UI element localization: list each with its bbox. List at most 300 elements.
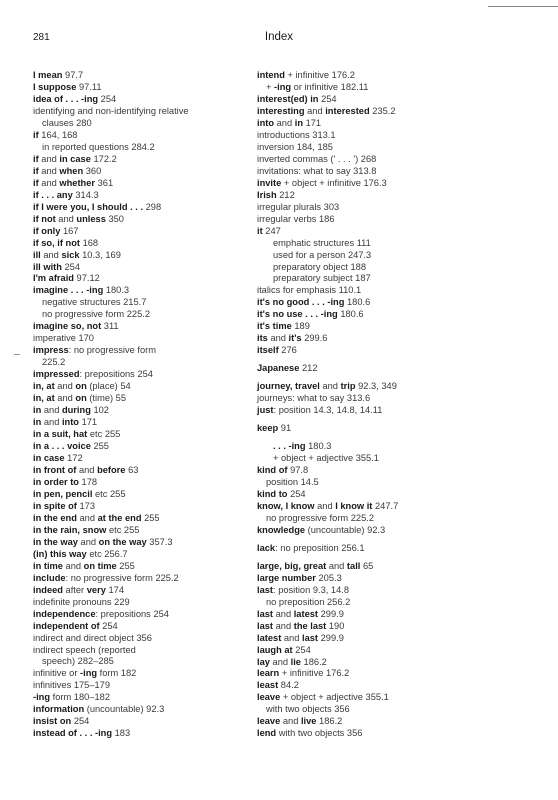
index-text: 189 <box>291 321 310 332</box>
index-term: large, big, great <box>257 560 327 571</box>
index-term: I'm afraid <box>33 273 74 284</box>
index-entry <box>257 357 555 381</box>
index-text: : no preposition 256.1 <box>275 542 365 553</box>
index-entry <box>257 106 555 118</box>
index-entry <box>33 621 253 633</box>
index-text: : no progressive form 225.2 <box>65 572 179 583</box>
index-entry <box>257 190 555 202</box>
index-text: and <box>280 716 301 727</box>
index-text: negative structures 215.7 <box>42 297 147 308</box>
index-text: and <box>62 560 84 571</box>
index-text: 10.3, 169 <box>79 249 121 260</box>
index-term: if I were you, I should . . . <box>33 201 144 212</box>
index-term: knowledge <box>257 524 306 535</box>
index-text: 299.6 <box>301 333 328 344</box>
index-term: before <box>97 464 126 475</box>
index-entry <box>257 501 555 513</box>
index-text: 186.2 <box>300 656 327 667</box>
index-text: form 182 <box>97 668 137 679</box>
index-term: include <box>33 572 66 583</box>
index-text: and <box>269 656 291 667</box>
index-text: + object + adjective 355.1 <box>273 453 379 464</box>
index-entry <box>257 405 555 417</box>
index-entry <box>33 417 253 429</box>
index-term: I suppose <box>33 81 77 92</box>
index-text: : position 14.3, 14.8, 14.11 <box>273 405 383 416</box>
index-term: information <box>33 704 85 715</box>
index-text: 205.3 <box>315 572 342 583</box>
index-text: emphatic structures 111 <box>273 237 371 248</box>
index-entry <box>33 525 253 537</box>
index-term: in case <box>59 153 91 164</box>
index-text: clauses 280 <box>42 117 92 128</box>
index-text: 174 <box>105 584 124 595</box>
index-text: used for a person 247.3 <box>273 249 372 260</box>
index-entry <box>257 573 555 585</box>
index-term: live <box>300 716 317 727</box>
index-entry <box>257 393 555 405</box>
index-text: no preposition 256.2 <box>266 596 351 607</box>
index-term: in, at <box>33 393 55 404</box>
index-entry <box>257 657 555 669</box>
index-term: lend <box>257 728 277 739</box>
index-term: last <box>301 632 319 643</box>
index-term: in, at <box>33 381 55 392</box>
index-entry <box>33 202 253 214</box>
index-text: 299.9 <box>318 608 344 619</box>
index-entry <box>33 668 253 680</box>
index-subentry <box>257 453 555 465</box>
index-text: 360 <box>83 165 102 176</box>
index-text: 180.6 <box>344 297 371 308</box>
index-text: 247 <box>262 225 281 236</box>
index-text: form 180–182 <box>50 692 110 703</box>
index-term: lack <box>257 542 276 553</box>
index-text: 180.6 <box>337 309 364 320</box>
index-entry <box>257 333 555 345</box>
index-text: (uncountable) 92.3 <box>84 704 165 715</box>
index-text: 178 <box>78 476 98 487</box>
index-term: if <box>33 153 39 164</box>
index-term: on the way <box>98 536 147 547</box>
index-term: in <box>294 117 303 128</box>
index-text: 97.11 <box>76 81 102 92</box>
index-entry <box>257 668 555 680</box>
index-entry <box>33 154 253 166</box>
index-entry <box>33 393 253 405</box>
index-entry <box>33 597 253 609</box>
index-entry <box>33 513 253 525</box>
index-text: 173 <box>76 500 96 511</box>
index-entry <box>33 465 253 477</box>
index-text: and <box>273 608 294 619</box>
index-term: in a suit, hat <box>33 429 88 440</box>
index-entry <box>257 309 555 321</box>
index-text: 168 <box>80 237 99 248</box>
index-text: infinitive or <box>33 668 81 679</box>
index-term: in order to <box>33 476 79 487</box>
index-subentry <box>33 656 253 668</box>
index-entry <box>257 525 555 537</box>
index-term: least <box>257 680 279 691</box>
index-text: 255 <box>116 560 135 571</box>
index-entry <box>33 106 253 118</box>
index-entry <box>257 417 555 441</box>
index-term: its <box>257 333 268 344</box>
index-term: independent of <box>33 620 100 631</box>
index-text: preparatory subject 187 <box>273 273 371 284</box>
index-term: if so, if not <box>33 237 80 248</box>
index-subentry <box>257 82 555 94</box>
index-text: 164, 168 <box>38 129 78 140</box>
index-term: interest(ed) in <box>257 93 319 104</box>
index-entry <box>33 226 253 238</box>
index-entry <box>257 716 555 728</box>
index-entry <box>33 645 253 657</box>
index-text: 276 <box>278 345 297 356</box>
index-text: etc 256.7 <box>86 548 128 559</box>
margin-mark <box>14 354 20 355</box>
index-term: it <box>257 225 263 236</box>
index-term: in <box>33 417 42 428</box>
index-text: etc 255 <box>92 488 126 499</box>
index-text: 171 <box>303 117 322 128</box>
index-text: + <box>266 81 275 92</box>
index-entry <box>257 321 555 333</box>
index-entry <box>257 70 555 82</box>
index-term: whether <box>59 177 96 188</box>
index-entry <box>33 477 253 489</box>
index-text: inversion 184, 185 <box>257 141 333 152</box>
index-entry <box>257 621 555 633</box>
index-term: in case <box>33 453 65 463</box>
index-term: know, I know <box>257 500 315 511</box>
index-term: indeed <box>33 584 63 595</box>
index-text: and <box>54 393 76 404</box>
top-edge-rule <box>488 6 558 7</box>
index-text: journeys: what to say 313.6 <box>257 393 371 404</box>
index-entry <box>33 489 253 501</box>
index-term: leave <box>257 716 281 727</box>
index-entry <box>33 369 253 381</box>
index-text: 254 <box>99 620 118 631</box>
index-term: on <box>75 381 87 392</box>
index-subentry <box>257 477 555 489</box>
index-entry <box>33 130 253 142</box>
index-text: : prepositions 254 <box>79 369 153 380</box>
index-subentry <box>257 238 555 250</box>
index-term: latest <box>257 632 282 643</box>
index-term: idea of . . . -ing <box>33 93 99 104</box>
index-text: 180.3 <box>305 441 332 452</box>
index-term: during <box>61 405 91 416</box>
index-entry <box>33 262 253 274</box>
index-term: last <box>257 620 274 631</box>
index-term: into <box>61 417 79 428</box>
index-column-left <box>33 70 253 740</box>
index-term: in time <box>33 560 63 571</box>
index-text: 84.2 <box>278 680 299 691</box>
index-text: and <box>38 153 60 164</box>
index-text: or infinitive 182.11 <box>291 81 369 92</box>
index-entry <box>33 633 253 645</box>
index-term: on time <box>83 560 117 571</box>
index-entry <box>257 489 555 501</box>
index-term: imagine so, not <box>33 321 102 332</box>
index-text: identifying and non-identifying relative <box>33 105 189 116</box>
index-text: + infinitive 176.2 <box>284 70 355 80</box>
index-text: speech) 282–285 <box>42 656 114 667</box>
index-text: and <box>41 417 62 428</box>
index-entry <box>257 680 555 692</box>
index-entry <box>33 585 253 597</box>
page-number: 281 <box>33 32 50 43</box>
index-term: independence <box>33 608 96 619</box>
index-entry <box>257 154 555 166</box>
index-entry <box>33 704 253 716</box>
index-term: instead of . . . -ing <box>33 728 113 739</box>
index-text: and <box>304 105 326 116</box>
index-text: invitations: what to say 313.8 <box>257 165 377 176</box>
index-text: imperative 170 <box>33 333 94 344</box>
index-entry <box>33 94 253 106</box>
index-entry <box>257 585 555 597</box>
index-term: imagine . . . -ing <box>33 285 104 296</box>
index-text: 65 <box>360 560 374 571</box>
index-entry <box>33 549 253 561</box>
index-entry <box>33 214 253 226</box>
index-term: Japanese <box>257 363 300 374</box>
index-term: last <box>257 608 274 619</box>
index-text: and <box>38 165 60 176</box>
index-term: itself <box>257 345 279 356</box>
index-entry <box>257 178 555 190</box>
index-entry <box>33 609 253 621</box>
index-text: 190 <box>326 620 345 631</box>
index-term: it's no good . . . -ing <box>257 297 345 308</box>
index-text: : no progressive form <box>68 345 156 356</box>
index-entry <box>33 82 253 94</box>
index-text: 357.3 <box>146 536 173 547</box>
index-subentry <box>257 273 555 285</box>
index-term: I mean <box>33 70 63 80</box>
index-text: position 14.5 <box>266 476 319 487</box>
index-entry <box>33 680 253 692</box>
index-entry <box>257 142 555 154</box>
index-subentry <box>257 513 555 525</box>
index-entry <box>33 405 253 417</box>
index-entry <box>33 429 253 441</box>
index-entry <box>257 728 555 740</box>
index-text: 92.3, 349 <box>355 381 397 392</box>
index-text: and <box>267 333 289 344</box>
index-text: 235.2 <box>369 105 396 116</box>
index-entry <box>33 250 253 262</box>
index-term: tall <box>346 560 361 571</box>
index-entry <box>33 381 253 393</box>
index-term: very <box>86 584 106 595</box>
index-term: it's <box>288 333 302 344</box>
index-text: 186.2 <box>316 716 343 727</box>
index-entry <box>33 561 253 573</box>
index-entry <box>257 645 555 657</box>
index-entry <box>33 728 253 740</box>
index-term: impress <box>33 345 69 356</box>
index-term: journey, travel <box>257 381 320 392</box>
index-text: 212 <box>276 189 295 200</box>
index-text: 299.9 <box>318 632 344 643</box>
index-subentry <box>33 309 253 321</box>
index-term: in spite of <box>33 500 77 511</box>
index-text: : position 9.3, 14.8 <box>273 584 350 595</box>
index-text: and <box>281 632 302 643</box>
index-term: just <box>257 405 274 416</box>
index-text: 183 <box>112 728 131 739</box>
index-term: in the rain, snow <box>33 524 107 535</box>
index-term: if . . . any <box>33 189 73 200</box>
index-text: inverted commas (' . . . ') 268 <box>257 153 377 164</box>
index-entry <box>257 94 555 106</box>
index-entry <box>257 633 555 645</box>
index-text: and <box>274 117 295 128</box>
index-term: on <box>75 393 87 404</box>
index-term: if <box>33 129 39 140</box>
index-text: 255 <box>90 441 109 452</box>
index-text: 171 <box>79 417 98 428</box>
index-term: learn <box>257 668 280 679</box>
index-term: if <box>33 165 39 176</box>
index-text: 361 <box>95 177 114 188</box>
index-term: -ing <box>80 668 98 679</box>
index-term: Irish <box>257 189 277 200</box>
index-subentry <box>257 262 555 274</box>
index-text: 167 <box>60 225 79 236</box>
index-entry <box>257 166 555 178</box>
index-text: 212 <box>299 363 318 374</box>
index-text: 298 <box>143 201 162 212</box>
index-text: introductions 313.1 <box>257 129 336 140</box>
index-text: and <box>77 536 99 547</box>
index-entry <box>33 453 253 465</box>
index-text: (uncountable) 92.3 <box>305 524 386 535</box>
index-subentry <box>257 704 555 716</box>
index-text: 255 <box>141 512 160 523</box>
index-entry <box>33 716 253 728</box>
index-text: italics for emphasis 110.1 <box>257 285 362 296</box>
index-entry <box>33 190 253 202</box>
index-text: and <box>55 213 77 224</box>
index-text: 172 <box>64 453 83 463</box>
index-term: in pen, pencil <box>33 488 93 499</box>
index-text: 350 <box>105 213 124 224</box>
page-header: Index <box>264 31 294 43</box>
index-text: 97.12 <box>73 273 100 284</box>
index-term: in <box>33 405 42 416</box>
index-text: and <box>38 177 60 188</box>
index-subentry <box>257 441 555 453</box>
index-text: and <box>319 381 341 392</box>
index-column-right <box>257 70 555 740</box>
index-text: 63 <box>125 464 139 475</box>
index-text: and <box>326 560 347 571</box>
index-entry <box>257 118 555 130</box>
index-text: etc 255 <box>106 524 140 535</box>
index-text: 247.7 <box>372 500 399 511</box>
index-text: irregular verbs 186 <box>257 213 335 224</box>
index-text: (place) 54 <box>86 381 131 392</box>
index-text: 254 <box>71 716 90 727</box>
index-term: when <box>59 165 84 176</box>
index-term: in the way <box>33 536 78 547</box>
index-entry <box>33 333 253 345</box>
index-entry <box>33 285 253 297</box>
index-subentry <box>257 597 555 609</box>
index-text: in reported questions 284.2 <box>42 141 155 152</box>
index-text: + object + infinitive 176.3 <box>281 177 387 188</box>
index-term: kind of <box>257 465 288 475</box>
index-text: and <box>54 381 76 392</box>
index-entry <box>257 561 555 573</box>
index-term: last <box>257 584 274 595</box>
index-term: the last <box>293 620 327 631</box>
index-term: leave <box>257 692 281 703</box>
index-text: preparatory object 188 <box>273 261 367 272</box>
index-entry <box>257 609 555 621</box>
index-text: 225.2 <box>42 357 66 368</box>
index-entry <box>33 537 253 549</box>
index-term: -ing <box>33 692 51 703</box>
index-text: 97.8 <box>287 465 309 475</box>
index-text: 254 <box>318 93 337 104</box>
index-term: if <box>33 177 39 188</box>
index-term: interesting <box>257 105 305 116</box>
index-entry <box>33 70 253 82</box>
index-term: invite <box>257 177 282 188</box>
index-text: : prepositions 254 <box>95 608 169 619</box>
index-term: laugh at <box>257 644 293 655</box>
index-text: (time) 55 <box>86 393 127 404</box>
index-text: + object + adjective 355.1 <box>280 692 389 703</box>
index-entry <box>33 238 253 250</box>
index-subentry <box>257 250 555 262</box>
index-term: in the end <box>33 512 77 523</box>
index-text: and <box>76 512 98 523</box>
index-term: . . . -ing <box>273 441 306 452</box>
index-term: in a . . . voice <box>33 441 91 452</box>
index-term: latest <box>293 608 319 619</box>
index-entry <box>33 273 253 285</box>
index-term: if only <box>33 225 61 236</box>
index-text: 97.7 <box>62 70 84 80</box>
index-term: in front of <box>33 464 77 475</box>
index-text: indirect and direct object 356 <box>33 632 152 643</box>
index-entry <box>257 345 555 357</box>
index-entry <box>33 178 253 190</box>
index-term: sick <box>61 249 80 260</box>
index-term: I know it <box>335 500 373 511</box>
index-text: 172.2 <box>90 153 117 164</box>
index-term: it's no use . . . -ing <box>257 309 338 320</box>
index-entry <box>33 501 253 513</box>
index-term: if not <box>33 213 56 224</box>
index-term: ill with <box>33 261 62 272</box>
index-text: 102 <box>90 405 109 416</box>
index-term: keep <box>257 423 279 434</box>
index-entry <box>257 297 555 309</box>
index-entry <box>257 537 555 561</box>
index-term: large number <box>257 572 316 583</box>
index-text: with two objects 356 <box>276 728 363 739</box>
